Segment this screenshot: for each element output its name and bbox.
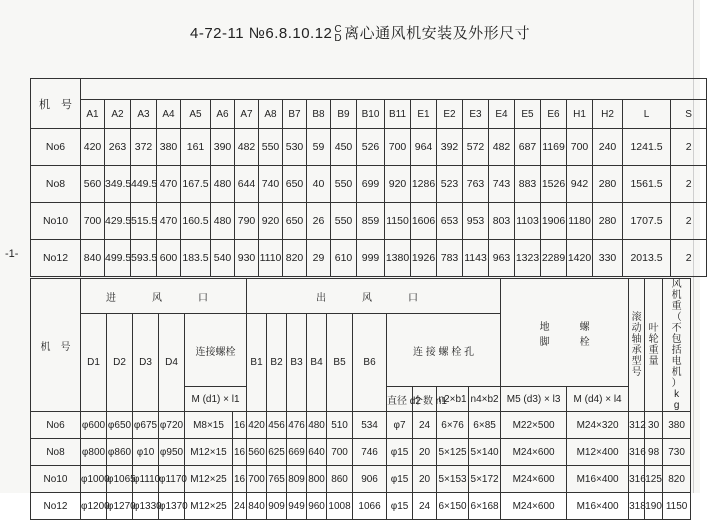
- top-col-header: E4: [489, 100, 515, 129]
- table-cell: φ800: [81, 439, 107, 466]
- top-col-header: S: [671, 100, 707, 129]
- table-cell: 6×150: [437, 493, 469, 520]
- anchor-col-m5: M5 (d3) × l3: [501, 387, 567, 412]
- outlet-hole-header: 连 接 螺 栓 孔: [387, 314, 501, 387]
- table-cell: M22×500: [501, 412, 567, 439]
- table-cell: 859: [357, 203, 385, 240]
- table-cell: 1180: [567, 203, 593, 240]
- row-model: No6: [31, 129, 81, 166]
- table-cell: M24×600: [501, 493, 567, 520]
- table-cell: 2289: [541, 240, 567, 277]
- top-col-header: A7: [235, 100, 259, 129]
- table-cell: 392: [437, 129, 463, 166]
- dimension-table-top: [30, 78, 707, 277]
- hole-col-n2b1: n2×b1: [437, 387, 469, 412]
- table-cell: 2: [671, 166, 707, 203]
- table-cell: 240: [593, 129, 623, 166]
- table-cell: 906: [353, 466, 387, 493]
- table-cell: 740: [259, 166, 283, 203]
- impeller-header-char: 轮: [648, 334, 659, 345]
- table-cell: 669: [287, 439, 307, 466]
- table-cell: M12×25: [185, 466, 233, 493]
- table-cell: φ600: [81, 412, 107, 439]
- inlet-col-D1: D1: [81, 314, 107, 412]
- table-cell: 1103: [515, 203, 541, 240]
- row-model: No8: [31, 439, 81, 466]
- table-cell: 330: [593, 240, 623, 277]
- bottom-row-label: 机 号: [31, 279, 81, 412]
- outlet-col-B2: B2: [267, 314, 287, 412]
- anchor-header-line: 地 螺: [539, 321, 590, 333]
- table-cell: 840: [81, 240, 105, 277]
- table-cell: 540: [211, 240, 235, 277]
- table-cell: 59: [307, 129, 331, 166]
- table-cell: φ860: [107, 439, 133, 466]
- table-cell: 840: [247, 493, 267, 520]
- impeller-header-char: 叶: [648, 323, 659, 334]
- weight-header-char: ）: [671, 378, 682, 389]
- table-cell: φ950: [159, 439, 185, 466]
- table-cell: 6×85: [469, 412, 501, 439]
- table-row: [31, 439, 691, 466]
- table-cell: 167.5: [181, 166, 211, 203]
- table-cell: 820: [663, 466, 691, 493]
- table-row: [31, 493, 691, 520]
- table-cell: 600: [157, 240, 181, 277]
- table-cell: M12×400: [567, 439, 629, 466]
- top-col-header: B8: [307, 100, 331, 129]
- table-cell: 920: [259, 203, 283, 240]
- table-cell: 625: [267, 439, 287, 466]
- table-cell: 963: [489, 240, 515, 277]
- table-cell: φ1000: [81, 466, 107, 493]
- table-cell: M24×600: [501, 439, 567, 466]
- outlet-col-B1: B1: [247, 314, 267, 412]
- table-cell: 610: [331, 240, 357, 277]
- table-row: [31, 129, 707, 166]
- table-cell: 644: [235, 166, 259, 203]
- table-cell: 1420: [567, 240, 593, 277]
- table-cell: 6×168: [469, 493, 501, 520]
- title-sup: C: [334, 24, 343, 36]
- table-cell: 1526: [541, 166, 567, 203]
- table-cell: M8×15: [185, 412, 233, 439]
- table-cell: 953: [463, 203, 489, 240]
- impeller-header-char: 重: [648, 345, 659, 356]
- table-cell: 476: [287, 412, 307, 439]
- table-cell: 534: [353, 412, 387, 439]
- top-col-header: A4: [157, 100, 181, 129]
- table-cell: 125: [645, 466, 663, 493]
- title-suffix: 离心通风机安装及外形尺寸: [344, 25, 531, 42]
- top-col-header: H1: [567, 100, 593, 129]
- table-cell: φ1200: [81, 493, 107, 520]
- table-cell: 560: [81, 166, 105, 203]
- table-cell: 964: [411, 129, 437, 166]
- table-cell: 650: [283, 203, 307, 240]
- row-model: No10: [31, 203, 81, 240]
- top-col-header: A5: [181, 100, 211, 129]
- inlet-col-D3: D3: [133, 314, 159, 412]
- table-cell: φ15: [387, 493, 413, 520]
- table-row: [31, 240, 707, 277]
- table-cell: 16: [233, 412, 247, 439]
- table-cell: M12×25: [185, 493, 233, 520]
- inlet-bolt-header: 连接螺栓: [185, 314, 247, 387]
- row-model: No10: [31, 466, 81, 493]
- table-row: [31, 466, 691, 493]
- table-cell: 5×153: [437, 466, 469, 493]
- table-cell: 280: [593, 166, 623, 203]
- title-cd-stack: [334, 25, 342, 43]
- table-cell: φ1110: [133, 466, 159, 493]
- table-cell: 20: [413, 466, 437, 493]
- table-cell: 1143: [463, 240, 489, 277]
- table-cell: 650: [283, 166, 307, 203]
- table-cell: 429.5: [105, 203, 131, 240]
- table-cell: 161: [181, 129, 211, 166]
- table-cell: 2: [671, 203, 707, 240]
- inlet-group-header: 进 风 口: [81, 279, 247, 314]
- table-cell: 482: [489, 129, 515, 166]
- outlet-col-B6: B6: [353, 314, 387, 412]
- table-cell: 449.5: [131, 166, 157, 203]
- table-cell: φ7: [387, 412, 413, 439]
- bearing-header-char: 承: [631, 345, 642, 356]
- table-cell: 26: [307, 203, 331, 240]
- table-cell: 920: [385, 166, 411, 203]
- anchor-col-m: M (d4) × l4: [567, 387, 629, 412]
- table-cell: 420: [81, 129, 105, 166]
- table-row: [31, 412, 691, 439]
- table-cell: 1286: [411, 166, 437, 203]
- table-cell: M12×15: [185, 439, 233, 466]
- table-cell: φ10: [133, 439, 159, 466]
- table-cell: 24: [413, 493, 437, 520]
- table-cell: 700: [327, 439, 353, 466]
- table-cell: 1380: [385, 240, 411, 277]
- weight-header-char: 机: [671, 290, 682, 301]
- table-cell: 526: [357, 129, 385, 166]
- table-cell: 482: [235, 129, 259, 166]
- table-cell: 515.5: [131, 203, 157, 240]
- table-cell: 530: [283, 129, 307, 166]
- table-cell: 372: [131, 129, 157, 166]
- impeller-header-char: 量: [648, 356, 659, 367]
- table-cell: 380: [157, 129, 181, 166]
- document-title: [190, 22, 530, 43]
- table-cell: 653: [437, 203, 463, 240]
- inlet-bolt-spec: M (d1) × l1: [185, 387, 247, 412]
- table-cell: 820: [283, 240, 307, 277]
- table-cell: 1906: [541, 203, 567, 240]
- weight-header-char: k: [674, 389, 680, 400]
- row-model: No12: [31, 493, 81, 520]
- table-cell: 800: [307, 466, 327, 493]
- table-cell: 24: [233, 493, 247, 520]
- row-model: No12: [31, 240, 81, 277]
- table-cell: φ720: [159, 412, 185, 439]
- outlet-group-header: 出 风 口: [247, 279, 501, 314]
- table-cell: 1008: [327, 493, 353, 520]
- table-cell: 1926: [411, 240, 437, 277]
- table-cell: 5×172: [469, 466, 501, 493]
- weight-header-char: 包: [671, 334, 682, 345]
- table-cell: 942: [567, 166, 593, 203]
- table-cell: 190: [645, 493, 663, 520]
- table-cell: 480: [211, 166, 235, 203]
- top-col-header: E2: [437, 100, 463, 129]
- table-cell: M24×320: [567, 412, 629, 439]
- table-cell: 470: [157, 203, 181, 240]
- table-cell: 550: [259, 129, 283, 166]
- table-cell: 883: [515, 166, 541, 203]
- top-row-label: 机 号: [31, 79, 81, 129]
- table-cell: 20: [413, 439, 437, 466]
- table-cell: 450: [331, 129, 357, 166]
- top-col-header: A8: [259, 100, 283, 129]
- table-cell: φ1170: [159, 466, 185, 493]
- table-cell: φ650: [107, 412, 133, 439]
- table-cell: 700: [567, 129, 593, 166]
- weight-header-char: g: [673, 400, 680, 411]
- bearing-header-char: 轴: [631, 334, 642, 345]
- table-cell: 700: [385, 129, 411, 166]
- table-cell: 1110: [259, 240, 283, 277]
- title-sub: D: [334, 33, 343, 45]
- table-cell: 909: [267, 493, 287, 520]
- impeller-weight-header: [645, 279, 663, 412]
- table-cell: 999: [357, 240, 385, 277]
- table-cell: φ15: [387, 466, 413, 493]
- table-cell: 316: [629, 466, 645, 493]
- weight-header-char: 括: [671, 345, 682, 356]
- top-col-header: B10: [357, 100, 385, 129]
- table-cell: φ1330: [133, 493, 159, 520]
- table-cell: 24: [413, 412, 437, 439]
- table-cell: 640: [307, 439, 327, 466]
- hole-col-n4b2: n4×b2: [469, 387, 501, 412]
- table-cell: 263: [105, 129, 131, 166]
- bearing-header: [629, 279, 645, 412]
- table-row: [31, 203, 707, 240]
- row-model: No6: [31, 412, 81, 439]
- table-cell: 480: [307, 412, 327, 439]
- table-cell: 349.5: [105, 166, 131, 203]
- bearing-header-char: 滚: [631, 312, 642, 323]
- table-cell: 5×140: [469, 439, 501, 466]
- table-cell: 730: [663, 439, 691, 466]
- dimension-table-bottom: [30, 278, 691, 520]
- table-cell: φ1270: [107, 493, 133, 520]
- table-cell: 560: [247, 439, 267, 466]
- top-col-header: E5: [515, 100, 541, 129]
- table-cell: 2: [671, 129, 707, 166]
- table-cell: 5×125: [437, 439, 469, 466]
- hole-col-diameter: 直径 d2: [387, 387, 413, 412]
- fan-weight-header: [663, 279, 691, 412]
- top-col-header: B7: [283, 100, 307, 129]
- table-cell: 183.5: [181, 240, 211, 277]
- table-cell: 1561.5: [623, 166, 671, 203]
- table-cell: 1150: [385, 203, 411, 240]
- table-cell: 550: [331, 203, 357, 240]
- table-cell: 572: [463, 129, 489, 166]
- top-col-header: A3: [131, 100, 157, 129]
- table-cell: 160.5: [181, 203, 211, 240]
- table-cell: 1241.5: [623, 129, 671, 166]
- table-cell: 1707.5: [623, 203, 671, 240]
- table-cell: 1169: [541, 129, 567, 166]
- weight-header-char: 风: [671, 279, 682, 290]
- table-cell: 2013.5: [623, 240, 671, 277]
- title-prefix: 4-72-11 №6.8.10.12: [190, 25, 333, 42]
- table-cell: φ15: [387, 439, 413, 466]
- inlet-col-D2: D2: [107, 314, 133, 412]
- table-cell: 318: [629, 493, 645, 520]
- table-cell: 790: [235, 203, 259, 240]
- top-col-header: H2: [593, 100, 623, 129]
- table-cell: 960: [307, 493, 327, 520]
- table-cell: 16: [233, 439, 247, 466]
- table-cell: 420: [247, 412, 267, 439]
- table-cell: 40: [307, 166, 331, 203]
- bearing-header-char: 动: [631, 323, 642, 334]
- table-cell: 1066: [353, 493, 387, 520]
- table-cell: 746: [353, 439, 387, 466]
- anchor-header-line: 脚 栓: [539, 336, 590, 348]
- table-cell: 523: [437, 166, 463, 203]
- table-cell: 765: [267, 466, 287, 493]
- top-col-header: A2: [105, 100, 131, 129]
- bearing-header-char: 型: [631, 356, 642, 367]
- table-cell: 1150: [663, 493, 691, 520]
- table-cell: 1606: [411, 203, 437, 240]
- table-cell: φ1065: [107, 466, 133, 493]
- weight-header-char: 不: [671, 323, 682, 334]
- table-cell: 510: [327, 412, 353, 439]
- table-cell: 550: [331, 166, 357, 203]
- outlet-col-B3: B3: [287, 314, 307, 412]
- weight-header-char: 电: [671, 356, 682, 367]
- table-cell: 949: [287, 493, 307, 520]
- anchor-group-header: [501, 279, 629, 387]
- table-cell: M16×400: [567, 493, 629, 520]
- top-col-header: L: [623, 100, 671, 129]
- table-cell: 29: [307, 240, 331, 277]
- table-cell: 860: [327, 466, 353, 493]
- hole-col-count: 个数 n1: [413, 387, 437, 412]
- top-header-spacer: [81, 79, 707, 100]
- table-cell: 700: [81, 203, 105, 240]
- table-cell: 480: [211, 203, 235, 240]
- table-cell: 809: [287, 466, 307, 493]
- table-cell: φ1370: [159, 493, 185, 520]
- inlet-col-D4: D4: [159, 314, 185, 412]
- top-col-header: A6: [211, 100, 235, 129]
- table-cell: 1323: [515, 240, 541, 277]
- page-side-mark: -1-: [5, 248, 19, 260]
- top-col-header: E1: [411, 100, 437, 129]
- table-cell: M16×400: [567, 466, 629, 493]
- table-cell: 16: [233, 466, 247, 493]
- table-cell: 6×76: [437, 412, 469, 439]
- top-col-header: E3: [463, 100, 489, 129]
- table-cell: 30: [645, 412, 663, 439]
- bearing-header-char: 号: [631, 367, 642, 378]
- table-row: [31, 166, 707, 203]
- top-col-header: B11: [385, 100, 411, 129]
- table-cell: 390: [211, 129, 235, 166]
- table-cell: φ675: [133, 412, 159, 439]
- row-model: No8: [31, 166, 81, 203]
- table-cell: 499.5: [105, 240, 131, 277]
- table-cell: 700: [247, 466, 267, 493]
- table-cell: 456: [267, 412, 287, 439]
- table-cell: 803: [489, 203, 515, 240]
- table-cell: 98: [645, 439, 663, 466]
- top-col-header: B9: [331, 100, 357, 129]
- table-cell: 783: [437, 240, 463, 277]
- table-cell: 316: [629, 439, 645, 466]
- top-col-header: E6: [541, 100, 567, 129]
- table-cell: 743: [489, 166, 515, 203]
- top-col-header: A1: [81, 100, 105, 129]
- table-cell: 470: [157, 166, 181, 203]
- table-cell: 2: [671, 240, 707, 277]
- table-cell: 687: [515, 129, 541, 166]
- table-cell: 930: [235, 240, 259, 277]
- weight-header-char: （: [671, 312, 682, 323]
- table-cell: 312: [629, 412, 645, 439]
- table-cell: 280: [593, 203, 623, 240]
- table-cell: 593.5: [131, 240, 157, 277]
- weight-header-char: 机: [671, 367, 682, 378]
- table-cell: 763: [463, 166, 489, 203]
- weight-header-char: 重: [671, 301, 682, 312]
- table-cell: 699: [357, 166, 385, 203]
- outlet-col-B5: B5: [327, 314, 353, 412]
- table-cell: M24×600: [501, 466, 567, 493]
- outlet-col-B4: B4: [307, 314, 327, 412]
- table-cell: 380: [663, 412, 691, 439]
